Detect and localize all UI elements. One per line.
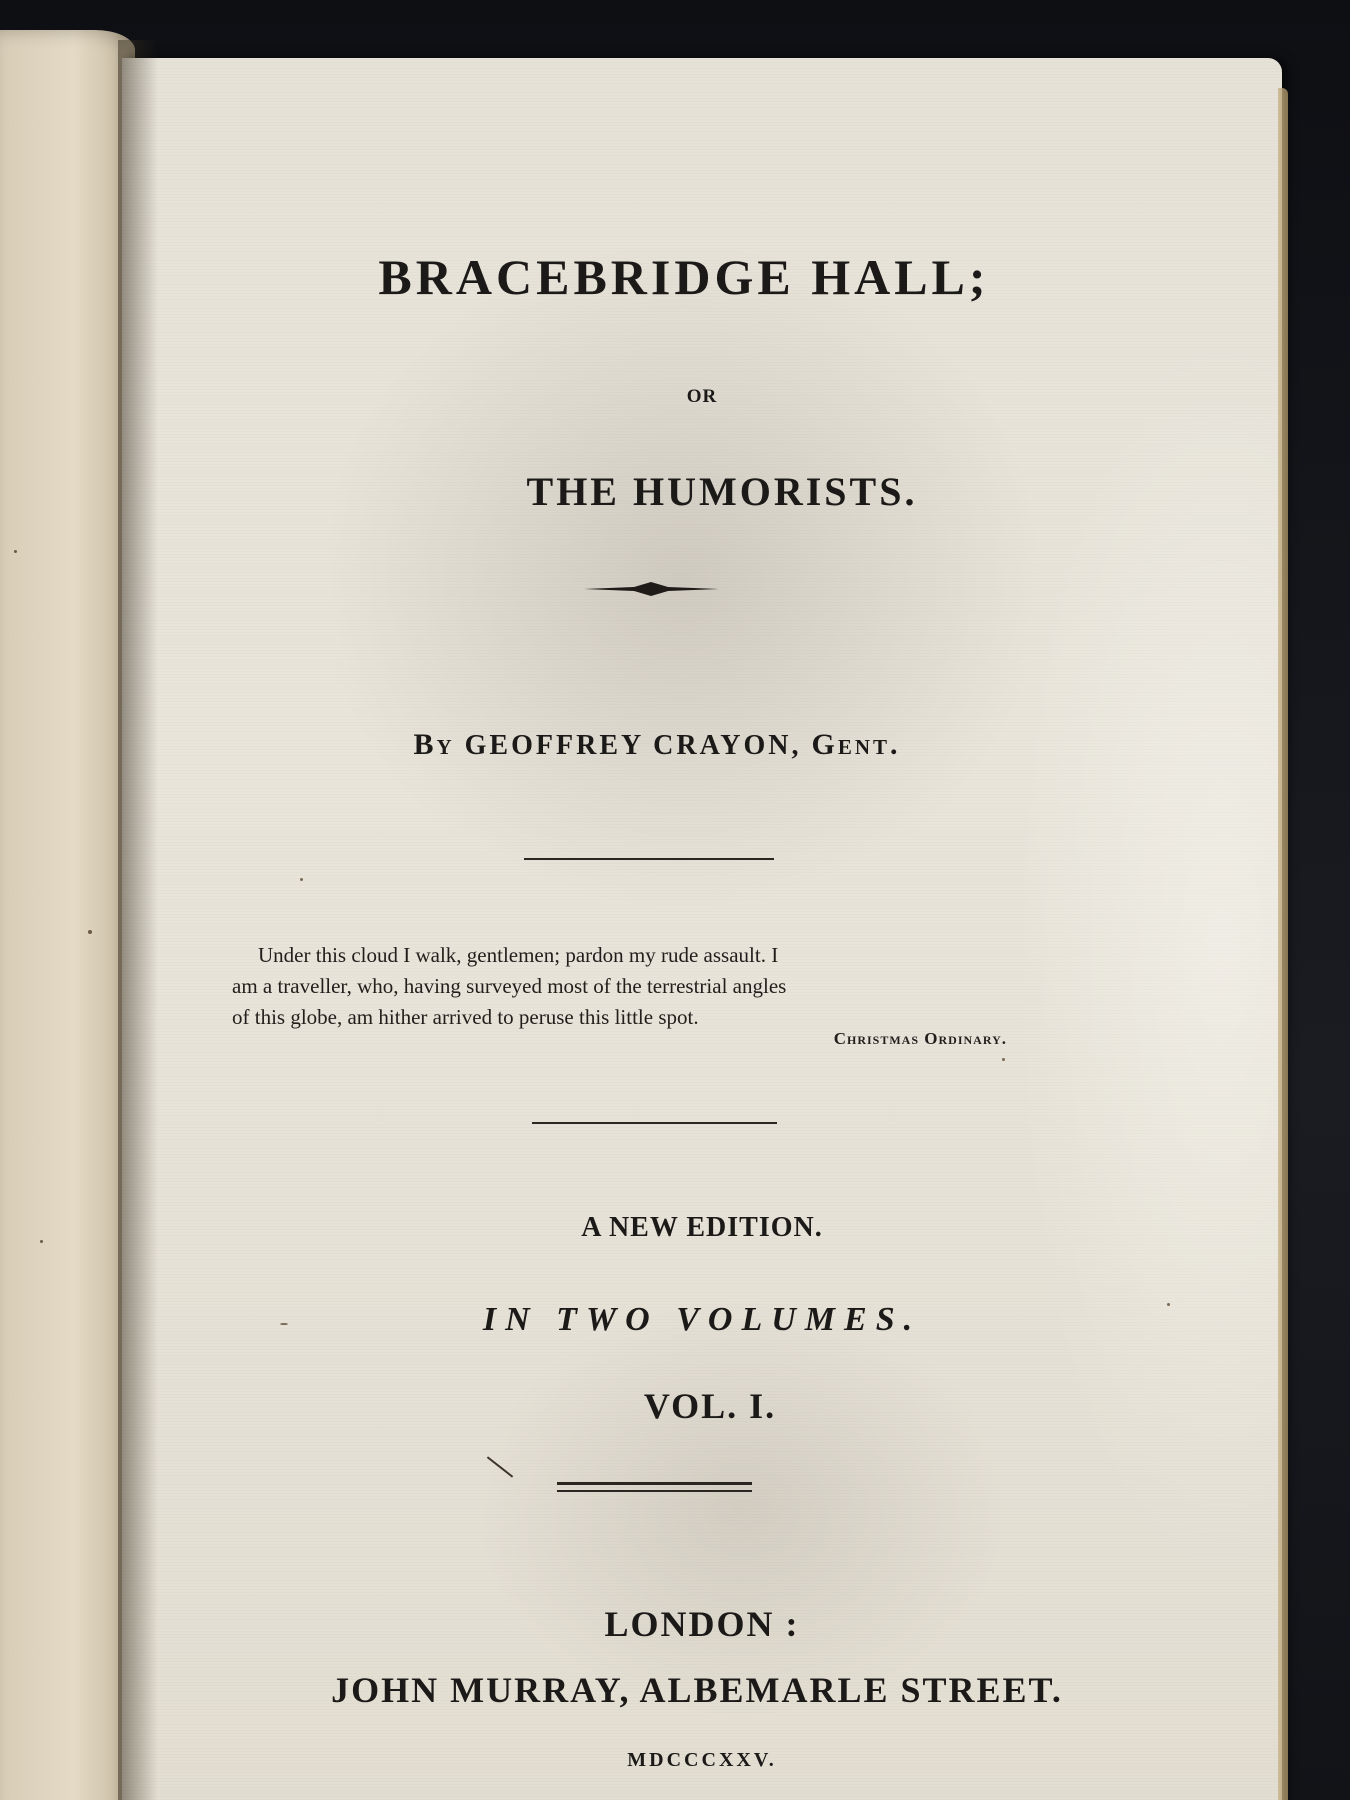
epigraph-attribution: Christmas Ordinary. xyxy=(833,1029,1007,1048)
volumes-statement: IN TWO VOLUMES. xyxy=(482,1301,922,1338)
double-rule-bottom xyxy=(557,1490,752,1492)
volume-number: VOL. I. xyxy=(643,1386,777,1426)
epigraph-line: am a traveller, who, having surveyed most of the terrestrial angles xyxy=(232,974,787,998)
byline-prefix: By xyxy=(413,728,455,761)
diamond-rule-ornament xyxy=(584,582,719,596)
divider-rule xyxy=(532,1122,777,1124)
paper-speck xyxy=(1002,1058,1005,1061)
byline xyxy=(77,728,1237,762)
paper-speck xyxy=(300,878,303,881)
paper-speck xyxy=(40,1240,43,1243)
book-subtitle: THE HUMORISTS. xyxy=(526,469,918,514)
double-rule-top xyxy=(557,1482,752,1485)
paper-speck xyxy=(14,550,17,553)
byline-suffix: Gent. xyxy=(811,728,901,761)
book-title: BRACEBRIDGE HALL; xyxy=(378,249,990,305)
author-name: GEOFFREY CRAYON, xyxy=(464,730,802,761)
paper-speck xyxy=(88,930,92,934)
imprint-city: LONDON : xyxy=(604,1604,800,1644)
pencil-mark xyxy=(487,1456,513,1477)
epigraph-line: Under this cloud I walk, gentlemen; pardon my rude assault. I xyxy=(258,943,779,967)
imprint-year: MDCCCXXV. xyxy=(627,1749,777,1771)
edition-statement: A NEW EDITION. xyxy=(581,1212,823,1243)
paper-speck xyxy=(1167,1303,1170,1306)
title-page-content xyxy=(122,58,1282,1800)
title-conjunction: OR xyxy=(686,386,718,407)
divider-rule xyxy=(524,858,774,860)
imprint-publisher: JOHN MURRAY, ALBEMARLE STREET. xyxy=(331,1670,1063,1710)
epigraph xyxy=(232,940,1032,1033)
paper-speck xyxy=(280,1323,288,1325)
epigraph-line: of this globe, am hither arrived to peruse this little spot. xyxy=(232,1005,699,1029)
title-page xyxy=(122,58,1282,1800)
